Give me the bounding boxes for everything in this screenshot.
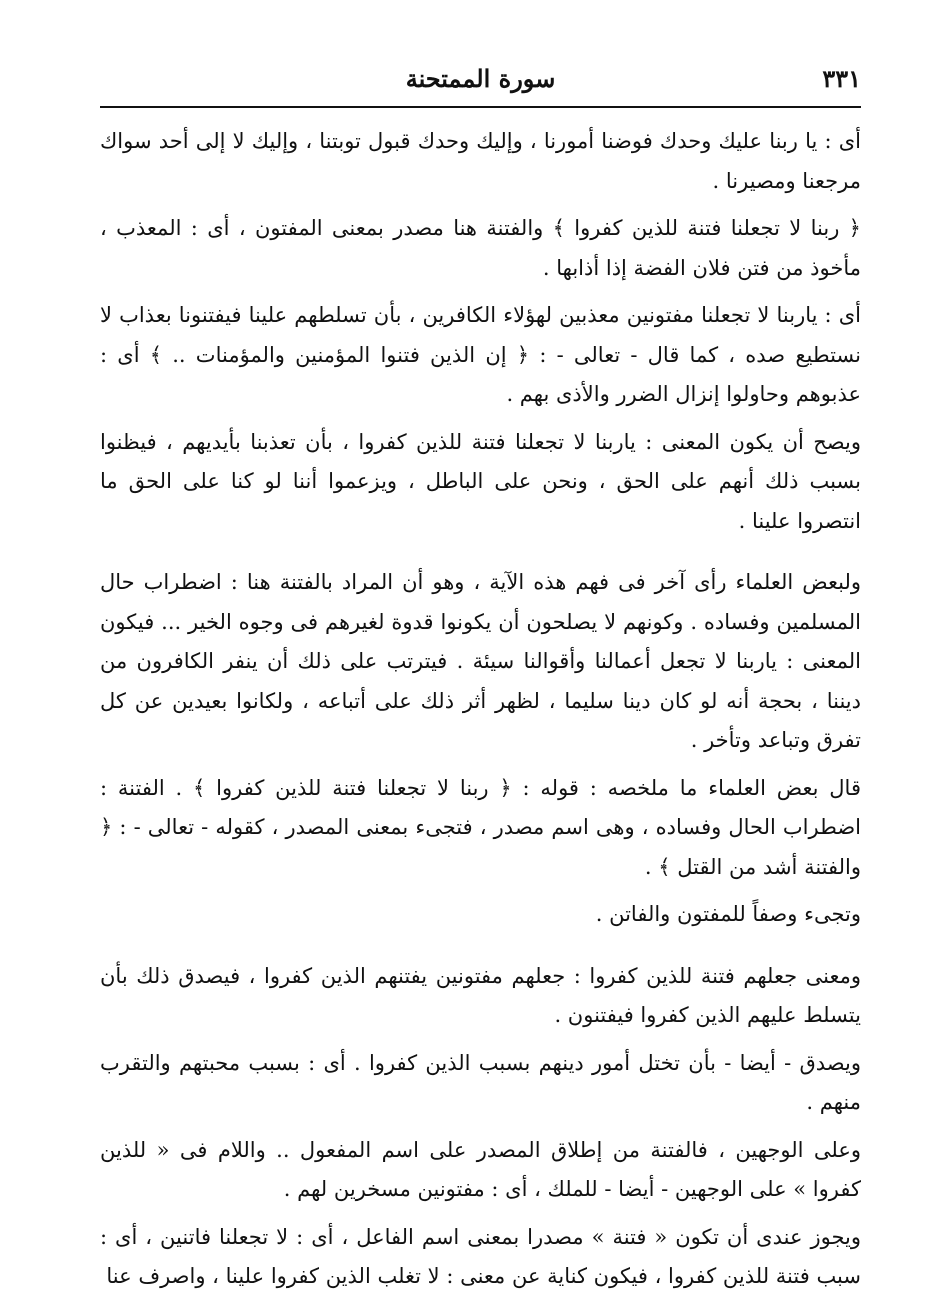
paragraph: ﴿ ربنا لا تجعلنا فتنة للذين كفروا ﴾ والفتنة هنا مصدر بمعنى المفتون ، أى : المعذب ، مأخوذ من فتن فلان الفضة إذا أذابها .: [100, 216, 861, 280]
page-number: ٣٣١: [822, 64, 861, 93]
paragraph: وتجىء وصفاً للمفتون والفاتن .: [595, 902, 861, 926]
page-body: [100, 122, 861, 1297]
paragraph: وعلى الوجهين ، فالفتنة من إطلاق المصدر على اسم المفعول .. واللام فى « للذين كفروا » على الوجهين - أيضا - للملك ، أى : مفتونين مسخرين لهم .: [100, 1137, 861, 1201]
paragraph: قال بعض العلماء ما ملخصه : قوله : ﴿ ربنا لا تجعلنا فتنة للذين كفروا ﴾ . الفتنة : اضطراب الحال وفساده ، وهى اسم مصدر ، فتجىء بمعنى المصدر ، كقوله - تعالى - : ﴿ والفتنة أشد من القتل ﴾ .: [100, 775, 861, 879]
paragraph: ولبعض العلماء رأى آخر فى فهم هذه الآية ، وهو أن المراد بالفتنة هنا : اضطراب حال المسلمين وفساده . وكونهم لا يصلحون أن يكونوا قدوة لغيرهم فى وجوه الخير ... فيكون المعنى : ياربنا لا تجعل أعمالنا وأقوالنا سيئة . فيترتب على ذلك أن ينفر الكافرون من ديننا ، بحجة أنه لو كان دينا سليما ، لظهر أثر ذلك على أتباعه ، ولكانوا بعيدين عن كل تفرق وتباعد وتأخر .: [100, 570, 861, 752]
paragraph: ويصدق - أيضا - بأن تختل أمور دينهم بسبب الذين كفروا . أى : بسبب محبتهم والتقرب منهم .: [100, 1050, 861, 1114]
page-header: [100, 60, 861, 108]
paragraph: أى : يا ربنا عليك وحدك فوضنا أمورنا ، وإليك وحدك قبول توبتنا ، وإليك لا إلى أحد سواك مرجعنا ومصيرنا .: [100, 129, 861, 193]
surah-title: سورة الممتحنة: [405, 64, 556, 93]
paragraph: ويجوز عندى أن تكون « فتنة » مصدرا بمعنى اسم الفاعل ، أى : لا تجعلنا فاتنين ، أى : سبب فتنة للذين كفروا ، فيكون كناية عن معنى : لا تغلب الذين كفروا علينا ، واصرف عنا: [100, 1224, 861, 1288]
paragraph: ومعنى جعلهم فتنة للذين كفروا : جعلهم مفتونين يفتنهم الذين كفروا ، فيصدق ذلك بأن يتسلط عليهم الذين كفروا فيفتنون .: [100, 963, 861, 1027]
paragraph: أى : ياربنا لا تجعلنا مفتونين معذبين لهؤلاء الكافرين ، بأن تسلطهم علينا فيفتنونا بعذاب لا نستطيع صده ، كما قال - تعالى - : ﴿ إن الذين فتنوا المؤمنين والمؤمنات .. ﴾ أى : عذبوهم وحاولوا إنزال الضرر والأذى بهم .: [100, 303, 861, 406]
paragraph: ويصح أن يكون المعنى : ياربنا لا تجعلنا فتنة للذين كفروا ، بأن تعذبنا بأيديهم ، فيظنوا بسبب ذلك أنهم على الحق ، ونحن على الباطل ، ويزعموا أننا لو كنا على الحق ما انتصروا علينا .: [100, 429, 861, 533]
